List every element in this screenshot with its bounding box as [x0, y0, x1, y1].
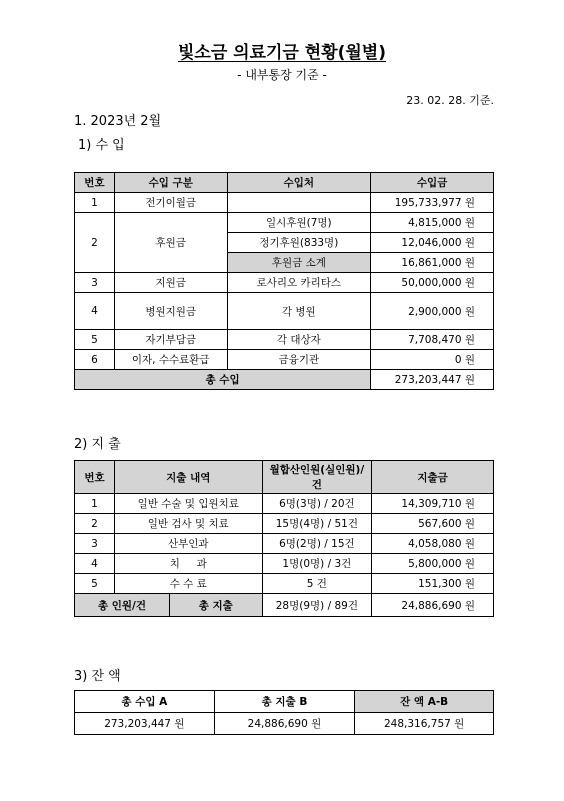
expense-col-amount: 지출금	[372, 461, 494, 494]
income-source: 정기후원(833명)	[227, 233, 371, 253]
income-no: 4	[75, 293, 115, 330]
expense-total-label: 총 지출	[198, 599, 233, 612]
income-source: 각 대상자	[227, 330, 371, 350]
income-amount: 4,815,000 원	[371, 213, 494, 233]
income-category: 지원금	[114, 273, 227, 293]
balance-income-value: 273,203,447 원	[75, 713, 215, 735]
table-row	[75, 514, 494, 534]
income-no: 1	[75, 193, 115, 213]
expense-item: 수 수 료	[114, 574, 262, 594]
document-subtitle: - 내부통장 기준 -	[237, 68, 327, 82]
income-source: 일시후원(7명)	[227, 213, 371, 233]
expense-count: 5 건	[262, 574, 372, 594]
expense-no: 4	[75, 554, 115, 574]
income-subtotal-label: 후원금 소계	[227, 253, 371, 273]
expense-amount: 151,300 원	[372, 574, 494, 594]
income-amount: 195,733,977 원	[371, 193, 494, 213]
expense-no: 1	[75, 494, 115, 514]
income-amount: 12,046,000 원	[371, 233, 494, 253]
expense-col-no: 번호	[75, 461, 115, 494]
balance-table	[74, 690, 494, 735]
table-row	[75, 713, 494, 735]
expense-count: 6명(2명) / 15건	[262, 534, 372, 554]
expense-total-count: 28명(9명) / 89건	[262, 594, 372, 617]
income-category: 전기이월금	[114, 193, 227, 213]
income-total-amount: 273,203,447 원	[371, 370, 494, 390]
expense-total-row	[75, 594, 494, 617]
income-category: 이자, 수수료환급	[114, 350, 227, 370]
expense-total-people-label: 총 인원/건	[75, 594, 170, 616]
expense-total-cell	[75, 594, 263, 617]
income-col-source: 수입처	[227, 173, 371, 193]
document-title: 빛소금 의료기금 현황(월별)	[177, 43, 387, 63]
income-no: 5	[75, 330, 115, 350]
table-row	[75, 534, 494, 554]
income-no: 6	[75, 350, 115, 370]
table-row	[75, 574, 494, 594]
expense-total-amount: 24,886,690 원	[372, 594, 494, 617]
expense-no: 3	[75, 534, 115, 554]
expense-no: 5	[75, 574, 115, 594]
table-row	[75, 330, 494, 350]
expense-count: 1명(0명) / 3건	[262, 554, 372, 574]
expense-col-count: 월합산인원(실인원)/건	[262, 461, 372, 494]
income-subtotal-amount: 16,861,000 원	[371, 253, 494, 273]
income-amount: 7,708,470 원	[371, 330, 494, 350]
expense-item: 일반 수술 및 입원치료	[114, 494, 262, 514]
income-category: 후원금	[114, 213, 227, 273]
expense-heading: 2) 지 출	[74, 437, 121, 452]
income-source: 각 병원	[227, 293, 371, 330]
expense-count: 6명(3명) / 20건	[262, 494, 372, 514]
expense-item: 산부인과	[114, 534, 262, 554]
income-amount: 0 원	[371, 350, 494, 370]
income-col-no: 번호	[75, 173, 115, 193]
table-row	[75, 350, 494, 370]
income-amount: 50,000,000 원	[371, 273, 494, 293]
income-source: 금융기관	[227, 350, 371, 370]
table-row	[75, 193, 494, 213]
expense-amount: 4,058,080 원	[372, 534, 494, 554]
income-col-amount: 수입금	[371, 173, 494, 193]
income-total-row	[75, 370, 494, 390]
table-row	[75, 293, 494, 330]
income-category: 자기부담금	[114, 330, 227, 350]
table-row	[75, 213, 494, 233]
expense-amount: 5,800,000 원	[372, 554, 494, 574]
table-row	[75, 554, 494, 574]
income-total-label: 총 수입	[75, 370, 371, 390]
income-no: 2	[75, 213, 115, 273]
balance-expense-value: 24,886,690 원	[214, 713, 355, 735]
income-source	[227, 193, 371, 213]
income-heading: 1) 수 입	[78, 138, 125, 153]
section-heading-month: 1. 2023년 2월	[74, 114, 162, 129]
income-amount: 2,900,000 원	[371, 293, 494, 330]
expense-amount: 567,600 원	[372, 514, 494, 534]
income-source: 로사리오 카리타스	[227, 273, 371, 293]
balance-col-expense: 총 지출 B	[214, 691, 355, 713]
income-table	[74, 172, 494, 390]
expense-col-item: 지출 내역	[114, 461, 262, 494]
balance-col-balance: 잔 액 A-B	[355, 691, 494, 713]
base-date: 23. 02. 28. 기준.	[406, 94, 494, 107]
balance-balance-value: 248,316,757 원	[355, 713, 494, 735]
expense-count: 15명(4명) / 51건	[262, 514, 372, 534]
income-col-category: 수입 구분	[114, 173, 227, 193]
income-no: 3	[75, 273, 115, 293]
table-row	[75, 273, 494, 293]
expense-table	[74, 460, 494, 617]
balance-col-income: 총 수입 A	[75, 691, 215, 713]
table-row	[75, 494, 494, 514]
expense-item: 일반 검사 및 치료	[114, 514, 262, 534]
expense-no: 2	[75, 514, 115, 534]
expense-item: 치 과	[114, 554, 262, 574]
income-category: 병원지원금	[114, 293, 227, 330]
balance-heading: 3) 잔 액	[74, 669, 121, 684]
expense-amount: 14,309,710 원	[372, 494, 494, 514]
